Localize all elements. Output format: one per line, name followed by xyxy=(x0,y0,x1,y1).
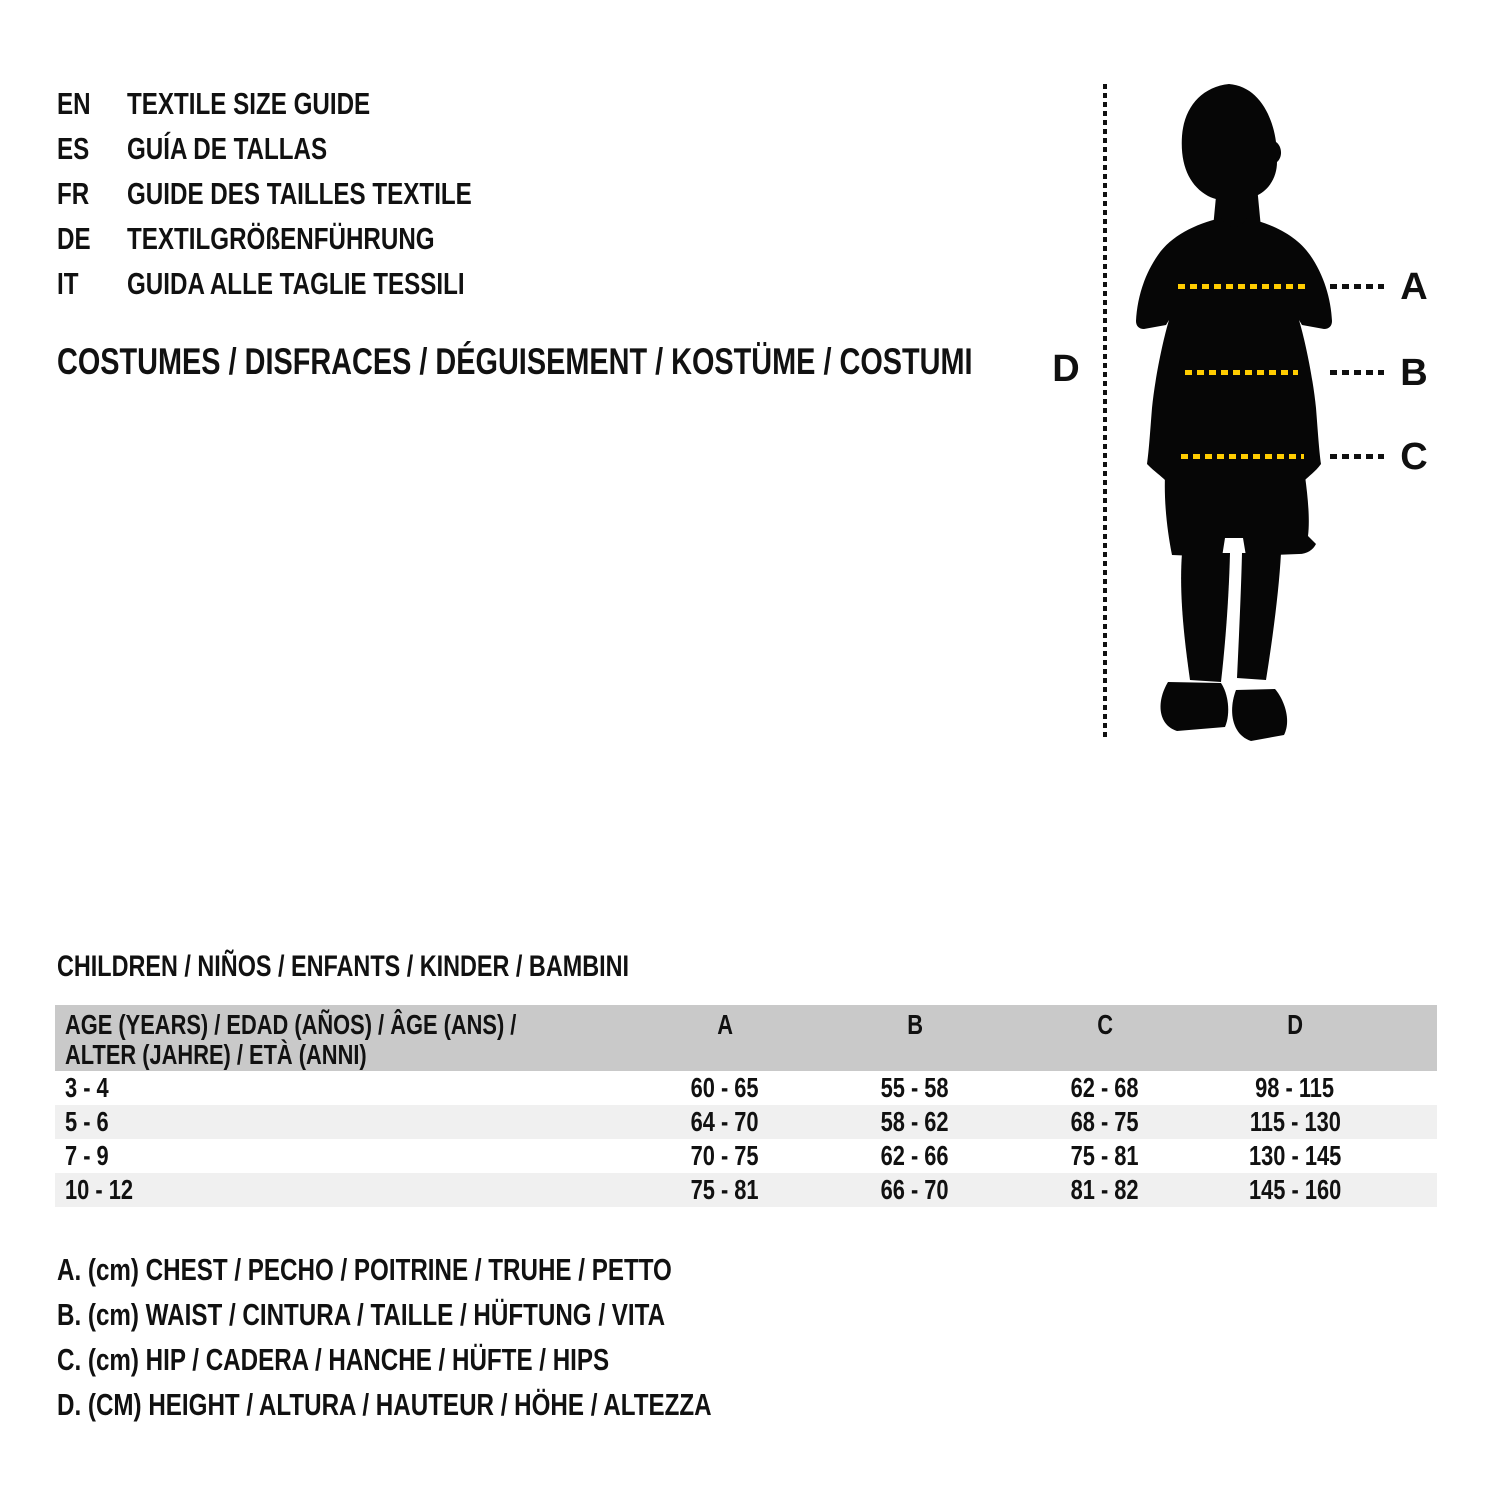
legend-waist: B. (cm) WAIST / CINTURA / TAILLE / HÜFTUNG / VITA xyxy=(57,1296,666,1332)
age-cell: 5 - 6 xyxy=(65,1106,109,1137)
chest-pointer-line xyxy=(1330,284,1384,289)
label-c: C xyxy=(1400,436,1428,478)
chest-cell: 64 - 70 xyxy=(690,1106,759,1137)
lang-code-de: DE xyxy=(57,220,91,256)
legend-height: D. (CM) HEIGHT / ALTURA / HAUTEUR / HÖHE / ALTEZZA xyxy=(57,1386,712,1422)
age-cell: 10 - 12 xyxy=(65,1174,133,1205)
lang-row-es xyxy=(57,126,569,171)
lang-label-fr: GUIDE DES TAILLES TEXTILE xyxy=(127,175,472,211)
chest-cell: 70 - 75 xyxy=(690,1140,759,1171)
hip-cell: 75 - 81 xyxy=(1070,1140,1139,1171)
table-header-row xyxy=(55,1005,1437,1071)
lang-code-fr: FR xyxy=(57,175,90,211)
waist-cell: 62 - 66 xyxy=(880,1140,949,1171)
lang-label-en: TEXTILE SIZE GUIDE xyxy=(127,85,371,121)
lang-row-it xyxy=(57,261,569,306)
waist-measure-line xyxy=(1185,370,1298,375)
hip-measure-line xyxy=(1181,454,1304,459)
measurement-legend xyxy=(57,1247,896,1427)
height-cell: 130 - 145 xyxy=(1248,1140,1342,1171)
height-cell: 145 - 160 xyxy=(1248,1174,1342,1205)
age-cell: 3 - 4 xyxy=(65,1072,109,1103)
legend-hip: C. (cm) HIP / CADERA / HANCHE / HÜFTE / HIPS xyxy=(57,1341,610,1377)
hip-cell: 68 - 75 xyxy=(1070,1106,1139,1137)
lang-label-it: GUIDA ALLE TAGLIE TESSILI xyxy=(127,265,465,301)
children-size-table xyxy=(55,1005,1437,1207)
column-header-b: B xyxy=(907,1009,923,1040)
category-title: COSTUMES / DISFRACES / DÉGUISEMENT / KOSTÜME / COSTUMI xyxy=(57,341,973,382)
table-row xyxy=(55,1139,1437,1173)
column-header-d: D xyxy=(1287,1009,1303,1040)
age-column-header: AGE (YEARS) / EDAD (AÑOS) / ÂGE (ANS) / ALTER (JAHRE) / ETÀ (ANNI) xyxy=(65,1009,517,1070)
table-row xyxy=(55,1071,1437,1105)
column-header-a: A xyxy=(717,1009,733,1040)
height-cell: 115 - 130 xyxy=(1249,1106,1341,1137)
waist-cell: 58 - 62 xyxy=(880,1106,949,1137)
lang-row-fr xyxy=(57,171,569,216)
table-section-title: CHILDREN / NIÑOS / ENFANTS / KINDER / BAMBINI xyxy=(57,950,630,983)
label-a: A xyxy=(1400,266,1428,308)
lang-code-es: ES xyxy=(57,130,90,166)
language-title-list xyxy=(57,81,569,306)
waist-cell: 66 - 70 xyxy=(880,1174,949,1205)
lang-code-it: IT xyxy=(57,265,79,301)
chest-measure-line xyxy=(1178,284,1305,289)
label-b: B xyxy=(1400,352,1428,394)
lang-label-es: GUÍA DE TALLAS xyxy=(127,130,328,166)
height-dashed-line xyxy=(1103,84,1107,740)
height-cell: 98 - 115 xyxy=(1255,1072,1335,1103)
hip-cell: 81 - 82 xyxy=(1070,1174,1139,1205)
age-cell: 7 - 9 xyxy=(65,1140,109,1171)
label-d: D xyxy=(1052,348,1080,390)
table-row xyxy=(55,1105,1437,1139)
lang-code-en: EN xyxy=(57,85,91,121)
chest-cell: 60 - 65 xyxy=(690,1072,759,1103)
waist-pointer-line xyxy=(1330,370,1384,375)
child-silhouette-icon xyxy=(1125,78,1345,746)
table-row xyxy=(55,1173,1437,1207)
lang-row-de xyxy=(57,216,569,261)
lang-row-en xyxy=(57,81,569,126)
lang-label-de: TEXTILGRÖßENFÜHRUNG xyxy=(127,220,435,256)
waist-cell: 55 - 58 xyxy=(880,1072,949,1103)
chest-cell: 75 - 81 xyxy=(690,1174,759,1205)
hip-pointer-line xyxy=(1330,454,1384,459)
column-header-c: C xyxy=(1097,1009,1113,1040)
legend-chest: A. (cm) CHEST / PECHO / POITRINE / TRUHE / PETTO xyxy=(57,1251,672,1287)
hip-cell: 62 - 68 xyxy=(1070,1072,1139,1103)
